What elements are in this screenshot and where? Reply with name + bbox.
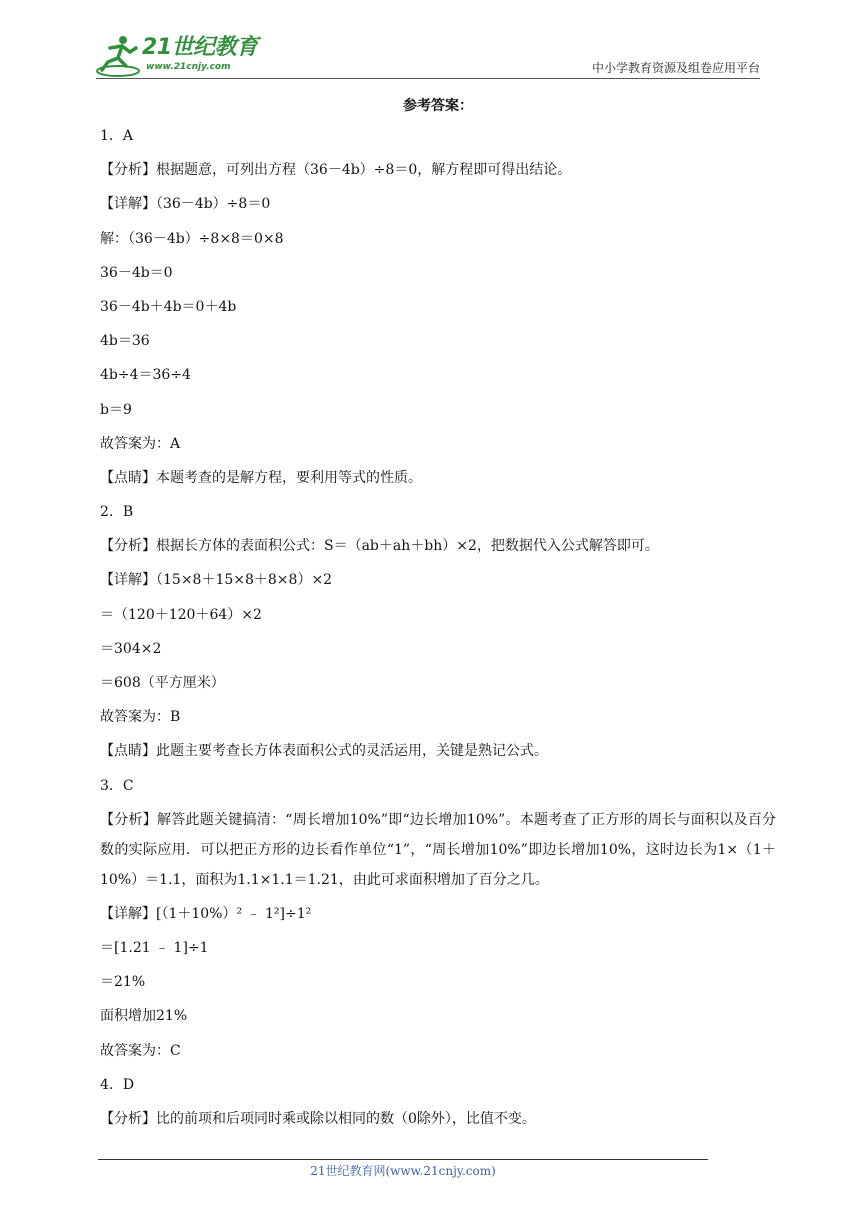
answer-line: 1．A xyxy=(100,128,134,144)
answer-line: 【分析】比的前项和后项同时乘或除以相同的数（0除外），比值不变。 xyxy=(100,1110,536,1127)
footer-divider xyxy=(98,1159,708,1160)
answer-line: ＝608（平方厘米） xyxy=(100,675,225,691)
answer-line: 故答案为：C xyxy=(100,1042,181,1059)
answer-line: 36－4b＝0 xyxy=(100,264,173,281)
answer-line: 故答案为：B xyxy=(100,709,181,726)
page-header xyxy=(96,32,760,80)
header-tagline: 中小学教育资源及组卷应用平台 xyxy=(591,61,760,75)
answer-line: 3．C xyxy=(100,777,134,794)
page-title: 参考答案： xyxy=(403,98,473,114)
logo-text: 21世纪教育 xyxy=(142,35,258,60)
answer-line: 2．B xyxy=(100,504,134,521)
answer-line: 【详解】[（1＋10%）² ﹣ 1²]÷1² xyxy=(100,905,312,922)
answer-line: 4b＝36 xyxy=(100,333,150,350)
answer-line: 故答案为：A xyxy=(100,435,181,452)
answer-line: 4b÷4＝36÷4 xyxy=(100,367,191,384)
logo xyxy=(96,34,266,78)
answer-content xyxy=(100,96,776,1143)
answer-line: 4．D xyxy=(100,1076,135,1093)
running-figure-icon xyxy=(96,34,144,78)
header-divider xyxy=(96,78,760,79)
answer-line: 【点睛】本题考查的是解方程，要利用等式的性质。 xyxy=(100,469,422,486)
answer-line: 面积增加21% xyxy=(100,1008,188,1025)
answer-line: b＝9 xyxy=(100,401,132,418)
answer-line: 【分析】根据题意，可列出方程（36－4b）÷8＝0，解方程即可得出结论。 xyxy=(100,162,572,179)
answer-line: 【点睛】此题主要考查长方体表面积公式的灵活运用，关键是熟记公式。 xyxy=(100,743,548,760)
analysis-paragraph: 【分析】解答此题关键搞清：“周长增加10%”即“边长增加10%”。本题考查了正方形的周长与面积以及百分数的实际应用．可以把正方形的边长看作单位“1”，“周长增加10%”即边长增加10%，这时边长为1×（1＋10%）＝1.1，面积为1.1×1.1＝1.21，由此可求面积增加了百分之几。 xyxy=(100,811,776,888)
answer-line: 【详解】（15×8＋15×8＋8×8）×2 xyxy=(100,572,333,589)
answer-line: 【分析】根据长方体的表面积公式：S＝（ab＋ah＋bh）×2，把数据代入公式解答即可。 xyxy=(100,538,659,555)
answer-line: ＝（120＋120＋64）×2 xyxy=(100,606,262,623)
footer-text: 21世纪教育网(www.21cnjy.com) xyxy=(310,1164,496,1178)
answer-line: 【详解】（36－4b）÷8＝0 xyxy=(100,196,271,213)
answer-line: ＝304×2 xyxy=(100,640,162,657)
answer-line: ＝[1.21 ﹣ 1]÷1 xyxy=(100,939,209,956)
answer-line: ＝21% xyxy=(100,974,146,991)
answer-line: 解：（36－4b）÷8×8＝0×8 xyxy=(100,230,284,247)
logo-url: www.21cnjy.com xyxy=(146,62,231,72)
answer-line: 36－4b＋4b＝0＋4b xyxy=(100,298,237,315)
